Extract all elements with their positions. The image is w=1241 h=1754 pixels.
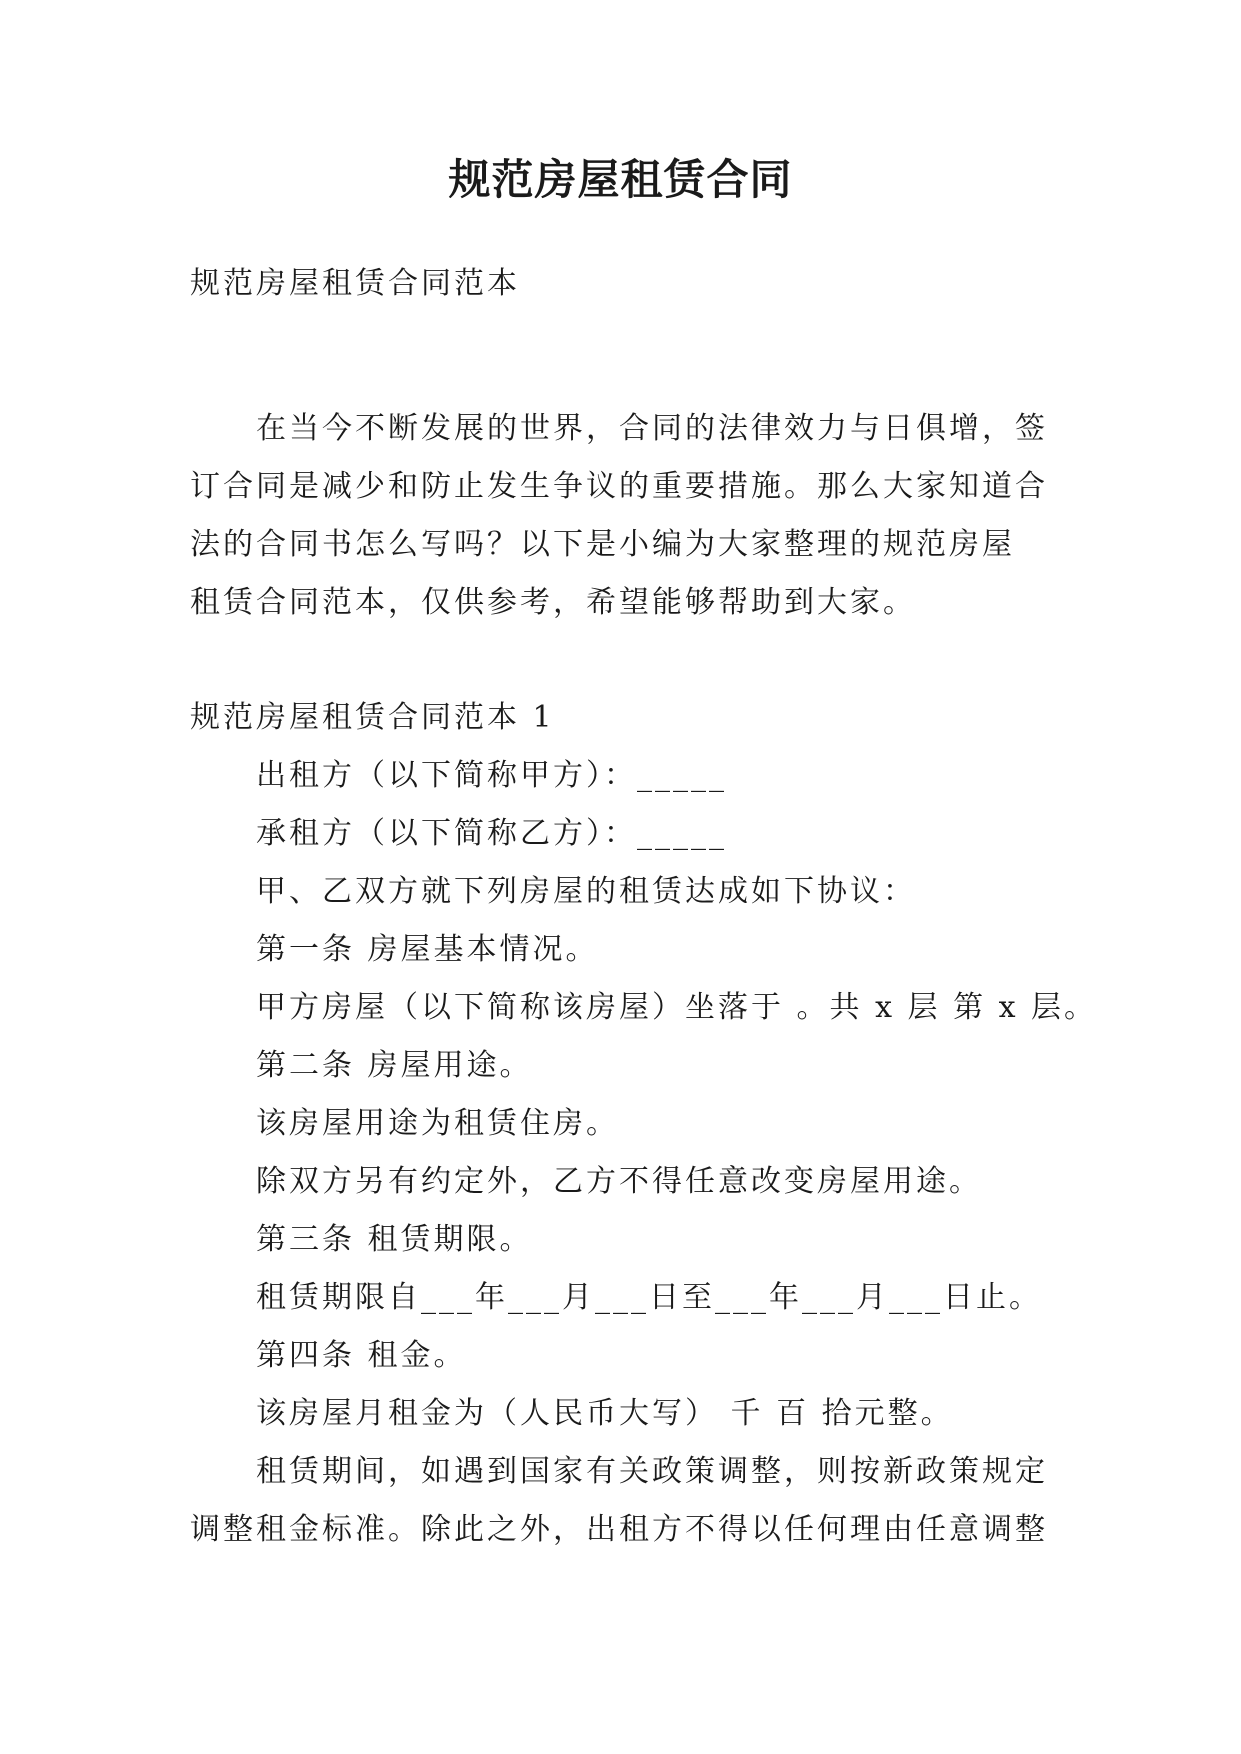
article-2-text-2: 除双方另有约定外，乙方不得任意改变房屋用途。: [256, 1164, 982, 1199]
clause-lessor: 出租方（以下简称甲方）：_____: [256, 758, 727, 793]
article-4-text-3: 调整租金标准。除此之外，出租方不得以任何理由任意调整: [190, 1512, 1048, 1547]
document-subtitle: 规范房屋租赁合同范本: [190, 266, 520, 301]
section-heading: 规范房屋租赁合同范本 1: [190, 700, 555, 735]
clause-lessee: 承租方（以下简称乙方）：_____: [256, 816, 727, 851]
document-title: 规范房屋租赁合同: [448, 155, 793, 204]
intro-line-2: 订合同是减少和防止发生争议的重要措施。那么大家知道合: [190, 469, 1048, 504]
article-4-text-1: 该房屋月租金为（人民币大写） 千 百 拾元整。: [256, 1396, 954, 1431]
clause-agreement: 甲、乙双方就下列房屋的租赁达成如下协议：: [256, 874, 916, 909]
article-3-text: 租赁期限自___年___月___日至___年___月___日止。: [256, 1280, 1042, 1315]
intro-line-4: 租赁合同范本，仅供参考，希望能够帮助到大家。: [190, 585, 916, 620]
article-4-text-2: 租赁期间，如遇到国家有关政策调整，则按新政策规定: [256, 1454, 1048, 1489]
article-3-heading: 第三条 租赁期限。: [256, 1222, 533, 1257]
article-4-heading: 第四条 租金。: [256, 1338, 467, 1373]
article-1-heading: 第一条 房屋基本情况。: [256, 932, 599, 967]
article-2-text-1: 该房屋用途为租赁住房。: [256, 1106, 619, 1141]
intro-line-3: 法的合同书怎么写吗？以下是小编为大家整理的规范房屋: [190, 527, 1015, 562]
article-2-heading: 第二条 房屋用途。: [256, 1048, 533, 1083]
article-1-text: 甲方房屋（以下简称该房屋）坐落于 。共 x 层 第 x 层。: [256, 990, 1098, 1025]
intro-line-1: 在当今不断发展的世界，合同的法律效力与日俱增，签: [256, 411, 1048, 446]
